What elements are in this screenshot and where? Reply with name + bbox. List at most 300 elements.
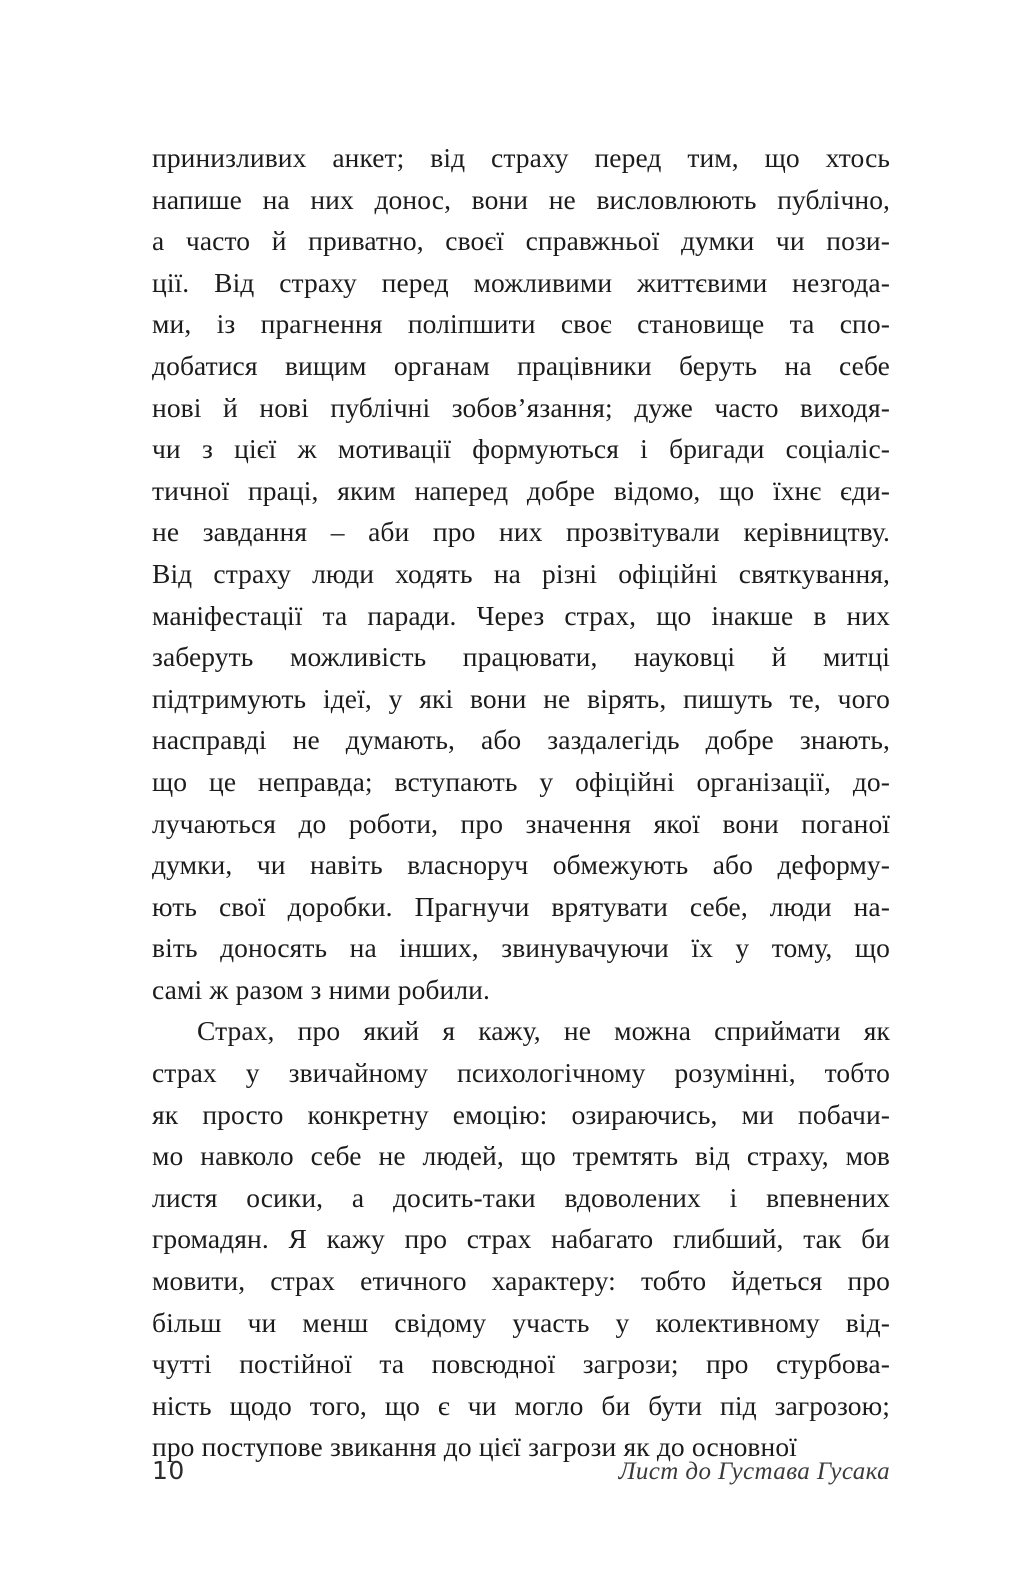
- word: у: [388, 682, 403, 714]
- word: не: [378, 1140, 406, 1172]
- word: соціаліс-: [785, 433, 891, 465]
- word: впевнених: [766, 1181, 890, 1213]
- word: чи: [256, 849, 286, 881]
- word: хтось: [825, 142, 891, 173]
- word: що: [656, 599, 692, 631]
- page-footer: [152, 1456, 890, 1486]
- word: про: [460, 807, 504, 839]
- word-gap: [739, 137, 765, 179]
- word-gap: [700, 470, 719, 512]
- text-line: [152, 761, 890, 803]
- word: про: [432, 516, 476, 548]
- text-line: [152, 220, 890, 262]
- word: Прагнучи: [414, 890, 530, 922]
- word-gap: [391, 969, 398, 1011]
- word-gap: [429, 1094, 453, 1136]
- word: на: [349, 932, 377, 964]
- word-gap: [619, 428, 640, 470]
- word: мов: [845, 1140, 891, 1172]
- word-gap: [490, 345, 517, 387]
- word: набагато: [551, 1223, 654, 1255]
- word-gap: [773, 678, 790, 720]
- word-gap: [309, 387, 331, 429]
- word-gap: [597, 636, 634, 678]
- word: те,: [789, 682, 821, 714]
- word: та: [379, 1348, 405, 1380]
- word-gap: [693, 387, 715, 429]
- word-gap: [532, 1218, 552, 1260]
- word: добре: [526, 474, 596, 506]
- word-gap: [691, 595, 711, 637]
- word: ними: [328, 973, 391, 1005]
- word: науковці: [633, 641, 736, 673]
- word-gap: [393, 886, 415, 928]
- word: від-: [845, 1306, 890, 1338]
- word-gap: [402, 678, 419, 720]
- word: висловлюють: [596, 183, 757, 215]
- word-gap: [287, 220, 309, 262]
- word: перед: [381, 266, 449, 298]
- word: можливість: [289, 641, 427, 673]
- word-gap: [576, 179, 597, 221]
- word: тремтять: [572, 1140, 679, 1172]
- word: заберуть: [152, 641, 254, 673]
- word-gap: [547, 1094, 571, 1136]
- word: загрози: [528, 1431, 617, 1463]
- word: незгода-: [792, 266, 890, 298]
- word: глибший,: [672, 1223, 784, 1255]
- word: в: [813, 599, 827, 631]
- word: люди: [769, 890, 832, 922]
- word: митці: [823, 641, 891, 673]
- word-gap: [354, 179, 375, 221]
- word: себе: [839, 349, 890, 381]
- word-gap: [286, 844, 310, 886]
- word: спо-: [839, 308, 890, 340]
- word-gap: [366, 345, 393, 387]
- word-gap: [294, 1135, 311, 1177]
- word: якої: [653, 807, 700, 839]
- word: зобов’язання;: [451, 391, 613, 423]
- word: страху: [491, 142, 569, 173]
- word: обмежують: [552, 849, 689, 881]
- word: самі: [152, 973, 203, 1005]
- word: до-: [852, 765, 891, 797]
- word: мо: [152, 1140, 184, 1172]
- word: листя: [152, 1181, 218, 1213]
- word: та: [789, 308, 815, 340]
- word-gap: [283, 1094, 307, 1136]
- word: доробки.: [287, 890, 393, 922]
- word: них: [499, 516, 543, 548]
- word: керівництву.: [743, 516, 890, 548]
- word-gap: [793, 595, 813, 637]
- word-gap: [841, 1218, 861, 1260]
- word: відомо,: [613, 474, 701, 506]
- word-gap: [303, 969, 310, 1011]
- word-gap: [648, 428, 669, 470]
- word: нові: [152, 391, 202, 423]
- word: підтримують: [152, 682, 307, 714]
- word: звикання: [329, 1431, 437, 1463]
- word-gap: [754, 220, 776, 262]
- text-line: [152, 137, 890, 179]
- word-gap: [347, 595, 367, 637]
- word: їхнє: [772, 474, 822, 506]
- text-line: [152, 345, 890, 387]
- word: своє: [560, 308, 612, 340]
- word: і: [640, 433, 648, 465]
- word: чутті: [152, 1348, 212, 1380]
- text-line: [152, 678, 890, 720]
- word-gap: [718, 1094, 742, 1136]
- word: йдеться: [731, 1265, 823, 1297]
- word: вдоволених: [564, 1181, 701, 1213]
- word: не: [152, 516, 180, 548]
- word-gap: [449, 262, 474, 304]
- word-gap: [368, 1302, 394, 1344]
- word-gap: [528, 844, 552, 886]
- word-gap: [841, 1010, 864, 1052]
- word: того,: [309, 1389, 367, 1421]
- word-gap: [668, 886, 690, 928]
- word: це: [209, 765, 237, 797]
- word-gap: [659, 220, 681, 262]
- text-line: [152, 428, 890, 470]
- word-gap: [479, 927, 501, 969]
- word-gap: [320, 719, 346, 761]
- word-gap: [636, 595, 656, 637]
- word: прозвітували: [566, 516, 720, 548]
- page-number: 10: [152, 1456, 185, 1485]
- word-gap: [217, 1052, 246, 1094]
- paragraph-1: [152, 137, 890, 1010]
- word-gap: [254, 262, 279, 304]
- word-gap: [812, 345, 839, 387]
- word-gap: [306, 678, 323, 720]
- word: не: [292, 724, 320, 756]
- word: себе,: [689, 890, 748, 922]
- word: них: [846, 599, 890, 631]
- word-gap: [426, 636, 463, 678]
- word-gap: [372, 678, 389, 720]
- word: ж: [297, 433, 317, 465]
- word-gap: [364, 1177, 393, 1219]
- word: звичайному: [288, 1057, 429, 1089]
- word: мовити,: [152, 1265, 246, 1297]
- word-gap: [589, 1302, 615, 1344]
- word: анкет;: [332, 142, 405, 173]
- word-gap: [757, 1385, 775, 1427]
- word-gap: [164, 220, 186, 262]
- word: прагнення: [260, 308, 383, 340]
- word-gap: [197, 886, 219, 928]
- word: у: [615, 1306, 630, 1338]
- text-line: [152, 636, 890, 678]
- word: основної: [691, 1431, 797, 1463]
- word: можливими: [473, 266, 613, 298]
- word-gap: [829, 1135, 846, 1177]
- word: та: [322, 599, 348, 631]
- word-gap: [276, 428, 297, 470]
- word: щодо: [229, 1389, 292, 1421]
- word: загрози;: [582, 1348, 679, 1380]
- word-gap: [720, 511, 744, 553]
- word-gap: [757, 179, 778, 221]
- word: виходя-: [800, 391, 891, 423]
- word-gap: [528, 179, 549, 221]
- word: ми,: [152, 308, 192, 340]
- word-gap: [688, 844, 712, 886]
- text-line: [152, 262, 890, 304]
- word-gap: [521, 553, 542, 595]
- word: на: [262, 183, 290, 215]
- word-gap: [291, 553, 312, 595]
- word-gap: [753, 844, 777, 886]
- word: лучаються: [152, 807, 277, 839]
- word: психологічному: [457, 1057, 646, 1089]
- word: ції.: [152, 266, 190, 298]
- word: страху: [213, 557, 291, 589]
- word-gap: [764, 303, 789, 345]
- word: розумінні,: [674, 1057, 796, 1089]
- word: праці,: [247, 474, 319, 506]
- running-head: Лист до Густава Гусака: [618, 1458, 890, 1485]
- word: повсюдної: [431, 1348, 556, 1380]
- word-gap: [187, 761, 209, 803]
- word-gap: [319, 470, 338, 512]
- word: навіть: [310, 849, 383, 881]
- word: що: [719, 474, 755, 506]
- word-gap: [266, 886, 288, 928]
- word-gap: [666, 678, 683, 720]
- word: до: [656, 1431, 685, 1463]
- word: мотивації: [337, 433, 452, 465]
- word: тобто: [640, 1265, 707, 1297]
- word-gap: [179, 511, 203, 553]
- word-gap: [662, 137, 688, 179]
- word-gap: [404, 137, 430, 179]
- word-gap: [292, 1385, 310, 1427]
- word-gap: [374, 553, 395, 595]
- word: формуються: [472, 433, 619, 465]
- word: себе: [310, 1140, 362, 1172]
- word: а: [351, 1181, 365, 1213]
- word-gap: [385, 1218, 405, 1260]
- word-gap: [229, 470, 248, 512]
- word: які: [419, 682, 454, 714]
- word-gap: [536, 1177, 565, 1219]
- word: яким: [337, 474, 396, 506]
- word: менш: [302, 1306, 369, 1338]
- word: думки: [680, 225, 755, 257]
- word: страху,: [746, 1140, 829, 1172]
- word-gap: [228, 969, 235, 1011]
- word-gap: [796, 1052, 825, 1094]
- word-gap: [630, 1385, 648, 1427]
- word: би: [601, 1389, 631, 1421]
- word-gap: [419, 1010, 442, 1052]
- word-gap: [508, 470, 527, 512]
- text-line: [152, 1218, 890, 1260]
- word: поступове: [201, 1431, 323, 1463]
- word: можна: [614, 1015, 692, 1047]
- word: насправді: [152, 724, 267, 756]
- word: чи: [467, 1389, 497, 1421]
- word: участь: [512, 1306, 590, 1338]
- word: що: [854, 932, 891, 964]
- word-gap: [457, 595, 477, 637]
- text-line: [152, 179, 890, 221]
- word-gap: [467, 1260, 492, 1302]
- word-gap: [438, 803, 460, 845]
- word: осики,: [246, 1181, 324, 1213]
- word-gap: [455, 719, 481, 761]
- word-gap: [784, 1218, 804, 1260]
- text-line: [152, 927, 890, 969]
- word-gap: [556, 1135, 573, 1177]
- word: тому,: [771, 932, 833, 964]
- word: як: [623, 1431, 650, 1463]
- text-line: [152, 470, 890, 512]
- word: не: [543, 682, 571, 714]
- word-gap: [652, 345, 679, 387]
- word: організації,: [696, 765, 831, 797]
- word-gap: [235, 303, 260, 345]
- word-gap: [820, 1302, 846, 1344]
- word-gap: [250, 220, 272, 262]
- word-gap: [367, 1385, 385, 1427]
- word-gap: [409, 511, 433, 553]
- text-line: [152, 969, 890, 1011]
- text-line: [152, 803, 890, 845]
- word: різні: [541, 557, 598, 589]
- word: емоцію:: [452, 1098, 548, 1130]
- word: паради.: [367, 599, 457, 631]
- word: з: [201, 433, 213, 465]
- word-gap: [832, 927, 854, 969]
- word-gap: [232, 844, 256, 886]
- word: маніфестації: [152, 599, 303, 631]
- word: озираючись,: [571, 1098, 718, 1130]
- word: як: [863, 1015, 890, 1047]
- word: людей,: [422, 1140, 504, 1172]
- word-gap: [222, 1302, 248, 1344]
- word-gap: [486, 1302, 512, 1344]
- word-gap: [786, 636, 823, 678]
- word-gap: [213, 428, 234, 470]
- word-gap: [357, 262, 382, 304]
- word-gap: [616, 1260, 641, 1302]
- word: часто: [185, 225, 251, 257]
- word-gap: [189, 262, 214, 304]
- word: страх: [152, 1057, 217, 1089]
- word-gap: [245, 1260, 270, 1302]
- word: публічні: [330, 391, 431, 423]
- word: й: [223, 391, 238, 423]
- word-gap: [541, 1010, 564, 1052]
- word-gap: [569, 137, 595, 179]
- word: страх: [466, 1223, 532, 1255]
- word-gap: [631, 803, 653, 845]
- word-gap: [675, 761, 697, 803]
- word-gap: [253, 636, 290, 678]
- word-gap: [737, 1177, 766, 1219]
- word: життєвими: [637, 266, 768, 298]
- word: чи: [775, 225, 805, 257]
- word: досить-таки: [392, 1181, 536, 1213]
- word: ють: [152, 890, 198, 922]
- word: бути: [648, 1389, 703, 1421]
- text-line: [152, 1177, 890, 1219]
- word: від: [430, 142, 466, 173]
- word: страху: [279, 266, 357, 298]
- word-gap: [420, 1385, 438, 1427]
- word: би: [861, 1223, 890, 1255]
- word: на-: [853, 890, 890, 922]
- word-gap: [192, 553, 213, 595]
- word: ми: [741, 1098, 774, 1130]
- text-line: [152, 303, 890, 345]
- word-gap: [191, 303, 216, 345]
- word-gap: [260, 1052, 289, 1094]
- word: який: [363, 1015, 420, 1047]
- word: офіційні: [575, 765, 675, 797]
- word: аби: [368, 516, 410, 548]
- word-gap: [406, 1135, 423, 1177]
- text-line: [152, 387, 890, 429]
- word-gap: [404, 1343, 431, 1385]
- word: не: [563, 1015, 591, 1047]
- word: громадян.: [152, 1223, 269, 1255]
- word-gap: [595, 470, 614, 512]
- word-gap: [307, 511, 331, 553]
- word: деформу-: [777, 849, 890, 881]
- word-gap: [701, 1177, 730, 1219]
- word-gap: [526, 678, 543, 720]
- word: добре: [705, 724, 774, 756]
- text-line: [152, 1052, 890, 1094]
- word: характеру:: [491, 1265, 616, 1297]
- word: чого: [837, 682, 890, 714]
- word: приватно,: [308, 225, 424, 257]
- word-gap: [774, 719, 800, 761]
- word: я: [442, 1015, 456, 1047]
- word: могло: [514, 1389, 584, 1421]
- page-text-block: [152, 137, 890, 1468]
- word-gap: [242, 179, 263, 221]
- word: про: [297, 1015, 341, 1047]
- word: Через: [476, 599, 545, 631]
- word-gap: [680, 719, 706, 761]
- word-gap: [504, 220, 526, 262]
- word-gap: [612, 262, 637, 304]
- word: навколо: [200, 1140, 294, 1172]
- word: Страх,: [197, 1015, 275, 1047]
- word-gap: [653, 1218, 673, 1260]
- word-gap: [202, 387, 224, 429]
- word-gap: [518, 761, 540, 803]
- word-gap: [779, 803, 801, 845]
- word: бригади: [669, 433, 765, 465]
- word: що: [764, 142, 800, 173]
- word: цієї: [234, 433, 277, 465]
- word: із: [216, 308, 236, 340]
- word-gap: [258, 345, 285, 387]
- word-gap: [735, 636, 772, 678]
- word-gap: [542, 511, 566, 553]
- text-line: [152, 511, 890, 553]
